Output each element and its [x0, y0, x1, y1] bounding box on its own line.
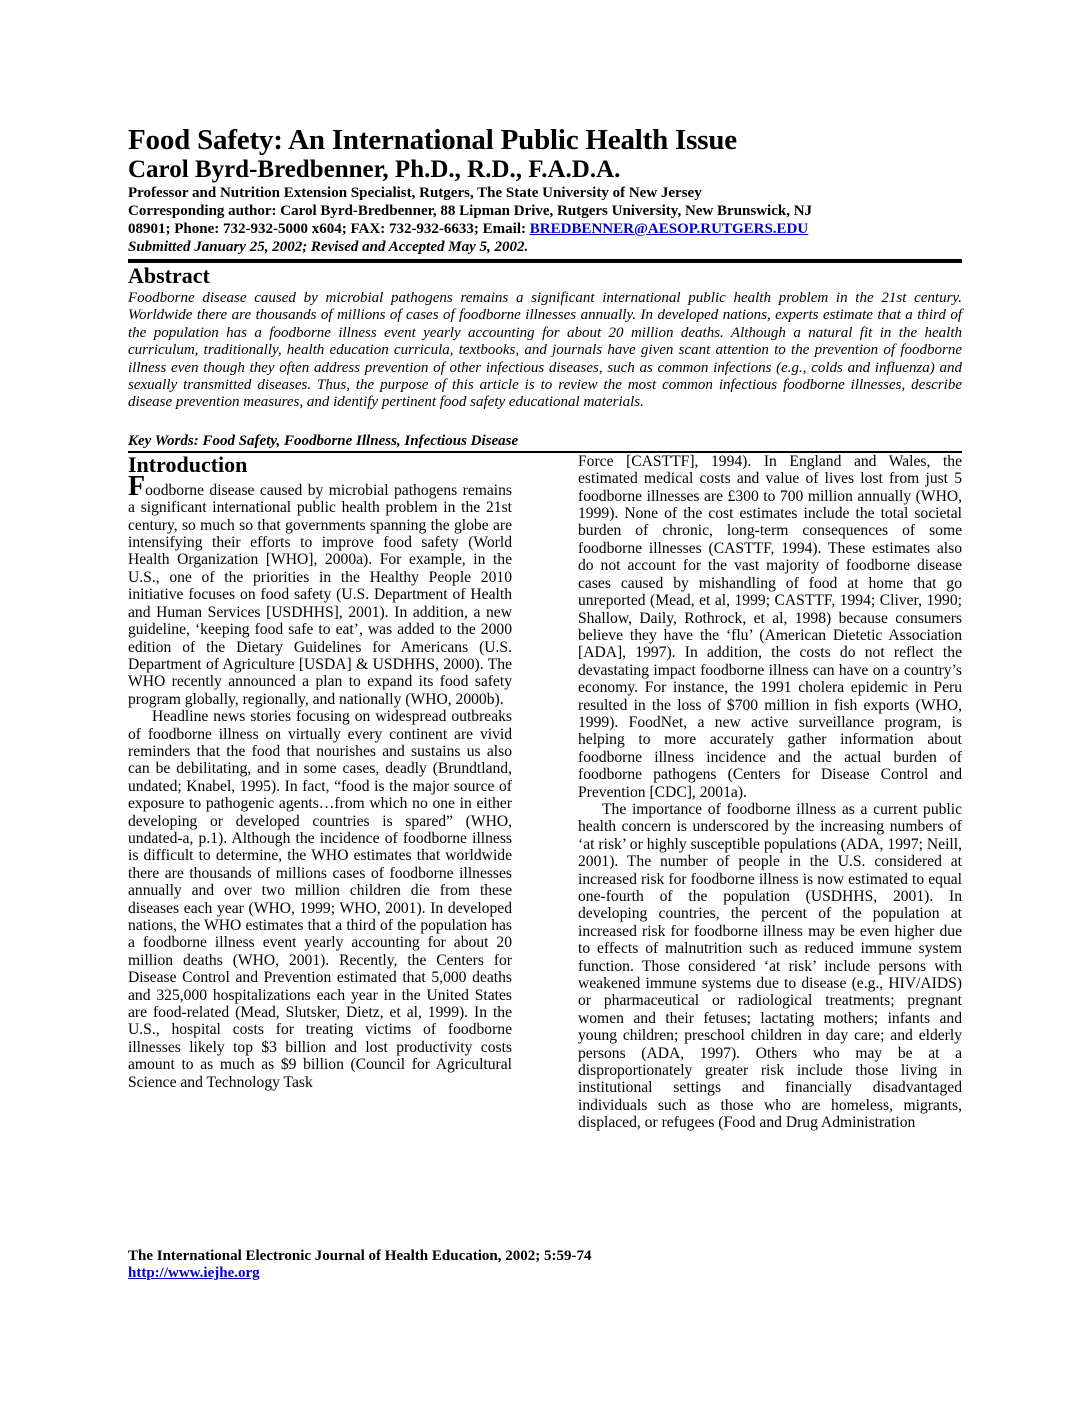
abstract-text: Foodborne disease caused by microbial pathogens remains a significant international public health problem in the 21st century. Worldwide there are thousands of millions of cases of foodborne illnesses annually. In developed nations, experts estimate that a third of the population has a foodborne illness event yearly accounting for about 20 million deaths. Although a natural fit in the health curriculum, traditionally, health education curricula, textbooks, and journals have given scant attention to the prevention of foodborne illness even though they often address prevention of other infectious diseases, such as common infections (e.g., colds and influenza) and sexually transmitted diseases. Thus, the purpose of this article is to review the most common infectious foodborne illnesses, describe disease prevention measures, and identify pertinent food safety educational materials. [128, 290, 962, 411]
keywords: Key Words: Food Safety, Foodborne Illness, Infectious Disease [128, 432, 519, 449]
left-paragraph-2: Headline news stories focusing on widespread outbreaks of foodborne illness on virtually every continent are vivid reminders that the food that nourishes and sustains us also can be debilitating, and in some cases, deadly (Brundtland, undated; Knabel, 1995). In fact, “food is the major source of exposure to pathogenic agents…from which no one in either developing or developed countries is spared” (WHO, undated-a, p.1). Although the incidence of foodborne illness is difficult to determine, the WHO estimates that worldwide there are thousands of millions cases of foodborne illnesses annually and over two million children die from these diseases each year (WHO, 1999; WHO, 2001). In developed nations, the WHO estimates that a third of the population has a foodborne illness event yearly accounting for about 20 million deaths (WHO, 2001). Recently, the Centers for Disease Control and Prevention estimated that 5,000 deaths and 325,000 hospitalizations each year in the United States are food-related (Mead, Slutsker, Dietz, et al, 1999). In the U.S., hospital costs for treating victims of foodborne illnesses likely top $3 billion and lost productivity costs amount to as much as $9 billion (Council for Agricultural Science and Technology Task [128, 708, 512, 1091]
paper-page [128, 124, 962, 1132]
right-column [578, 453, 962, 1132]
drop-cap: F [128, 470, 146, 502]
corresponding-line-2 [128, 220, 962, 238]
journal-url-link[interactable]: http://www.iejhe.org [128, 1265, 260, 1281]
journal-citation: The International Electronic Journal of Health Education, 2002; 5:59-74 [128, 1248, 592, 1264]
left-paragraph-1 [128, 470, 512, 708]
author-name: Carol Byrd-Bredbenner, Ph.D., R.D., F.A.D.A. [128, 156, 621, 183]
corresponding-line-1: Corresponding author: Carol Byrd-Bredbenner, 88 Lipman Drive, Rutgers University, New Brunswick, NJ [128, 203, 813, 219]
submission-dates: Submitted January 25, 2002; Revised and Accepted May 5, 2002. [128, 239, 529, 255]
email-link[interactable]: BREDBENNER@AESOP.RUTGERS.EDU [529, 221, 809, 237]
left-paragraph-1-text: oodborne disease caused by microbial pathogens remains a significant international public health problem in the 21st century, so much so that governments spanning the globe are intensifying their efforts to improve food safety (World Health Organization [WHO], 2000a). For example, in the U.S., one of the priorities in the Healthy People 2010 initiative focuses on food safety (U.S. Department of Health and Human Services [USDHHS], 2001). In addition, a new guideline, ‘keeping food safe to eat’, was added to the 2000 edition of the Dietary Guidelines for Americans (U.S. Department of Agriculture [USDA] & USDHHS, 2000). The WHO recently announced a plan to expand its food safety program globally, regionally, and nationally (WHO, 2000b). [128, 481, 512, 708]
left-column [128, 453, 512, 1132]
page-footer [128, 1248, 591, 1282]
right-paragraph-1: Force [CASTTF], 1994). In England and Wales, the estimated medical costs and value of lives lost from just 5 foodborne illnesses are £300 to 700 million annually (WHO, 1999). None of the cost estimates include the total societal burden of chronic, long-term consequences of some foodborne illnesses (CASTTF, 1994). These estimates also do not account for the vast majority of foodborne disease cases caused by mishandling of food at home that go unreported (Mead, et al, 1999; CASTTF, 1994; Cliver, 1990; Shallow, Daily, Rothrock, et al, 1998) because consumers believe they have the ‘flu’ (American Dietetic Association [ADA], 1997). In addition, the costs do not reflect the devastating impact foodborne illness can have on a country’s economy. For instance, the 1991 cholera epidemic in Peru resulted in the loss of $700 million in fish exports (WHO, 1999). FoodNet, a new active surveillance program, is helping to more accurately gather information about foodborne illness incidence and the actual burden of foodborne pathogens (Centers for Disease Control and Prevention [CDC], 2001a). [578, 452, 962, 801]
right-paragraph-2: The importance of foodborne illness as a current public health concern is underscored by the increasing numbers of ‘at risk’ or highly susceptible populations (ADA, 1997; Neill, 2001). The number of people in the U.S. considered at increased risk for foodborne illness is now estimated to equal one-fourth of the population (USDHHS, 2001). In developing countries, the percent of the population at increased risk for foodborne illness may be even higher due to effects of malnutrition such as reduced immune system function. Those considered ‘at risk’ include persons with weakened immune systems due to disease (e.g., HIV/AIDS) or pharmaceutical or radiological treatments; pregnant women and their fetuses; lactating mothers; infants and young children; preschool children in day care; and elderly persons (ADA, 1997). Others who may be at a disproportionately greater risk include those living in institutional settings and financially disadvantaged individuals such as those who are homeless, migrants, displaced, or refugees (Food and Drug Administration [578, 800, 962, 1132]
body-columns [128, 453, 962, 1132]
contact-details: 08901; Phone: 732-932-5000 x604; FAX: 732-932-6633; Email: [128, 221, 530, 237]
heading-rule [128, 259, 962, 263]
paper-title: Food Safety: An International Public Health Issue [128, 124, 737, 156]
abstract-heading: Abstract [128, 263, 210, 288]
introduction-heading: Introduction [128, 451, 248, 477]
affiliation: Professor and Nutrition Extension Specialist, Rutgers, The State University of New Jersey [128, 185, 702, 201]
